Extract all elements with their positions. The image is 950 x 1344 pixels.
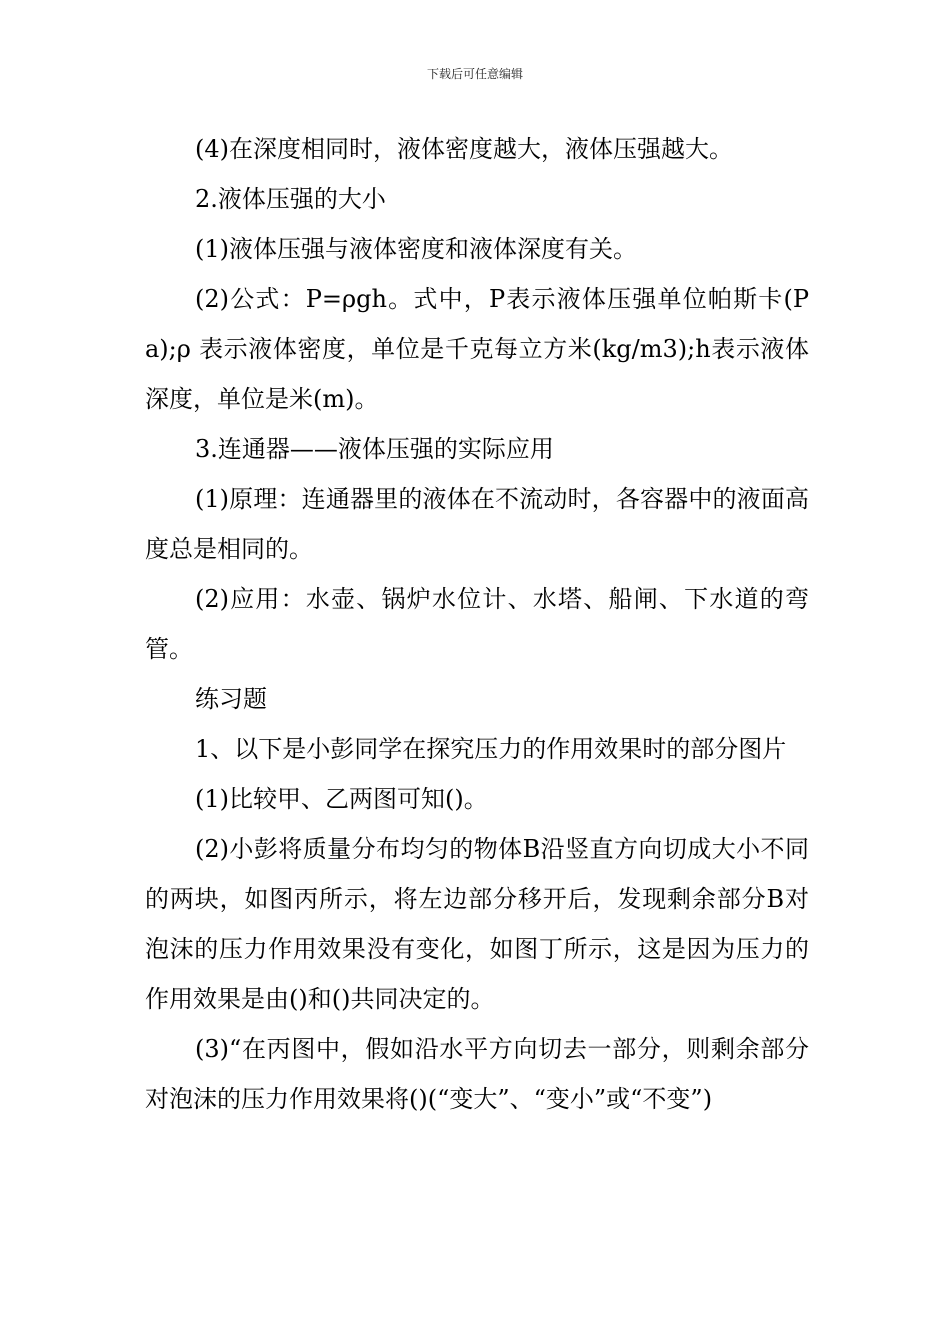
document-body bbox=[145, 124, 809, 1124]
question-1-part-3: (3)“在丙图中，假如沿水平方向切去一部分，则剩余部分对泡沫的压力作用效果将()(“变大”、“变小”或“不变”) bbox=[145, 1035, 809, 1113]
page-header: 下载后可任意编辑 bbox=[426, 67, 523, 81]
question-1-part-1: (1)比较甲、乙两图可知()。 bbox=[195, 785, 488, 813]
paragraph-principle: (1)原理：连通器里的液体在不流动时，各容器中的液面高度总是相同的。 bbox=[145, 485, 809, 563]
paragraph-depth-density: (4)在深度相同时，液体密度越大，液体压强越大。 bbox=[195, 135, 733, 163]
question-1-part-2: (2)小彭将质量分布均匀的物体B沿竖直方向切成大小不同的两块，如图丙所示，将左边部分移开后，发现剩余部分B对泡沫的压力作用效果没有变化，如图丁所示，这是因为压力的作用效果是由()和()共同决定的。 bbox=[145, 835, 809, 1013]
paragraph-formula: (2)公式：P=ρgh。式中，P表示液体压强单位帕斯卡(Pa);ρ 表示液体密度，单位是千克每立方米(kg/m3);h表示液体深度，单位是米(m)。 bbox=[145, 285, 809, 413]
heading-connected-vessels: 3.连通器——液体压强的实际应用 bbox=[195, 435, 554, 463]
heading-pressure-magnitude: 2.液体压强的大小 bbox=[195, 185, 386, 213]
question-1-intro: 1、以下是小彭同学在探究压力的作用效果时的部分图片 bbox=[195, 735, 787, 763]
paragraph-pressure-factors: (1)液体压强与液体密度和液体深度有关。 bbox=[195, 235, 637, 263]
paragraph-applications: (2)应用：水壶、锅炉水位计、水塔、船闸、下水道的弯管。 bbox=[145, 585, 809, 663]
heading-exercises: 练习题 bbox=[195, 685, 267, 713]
